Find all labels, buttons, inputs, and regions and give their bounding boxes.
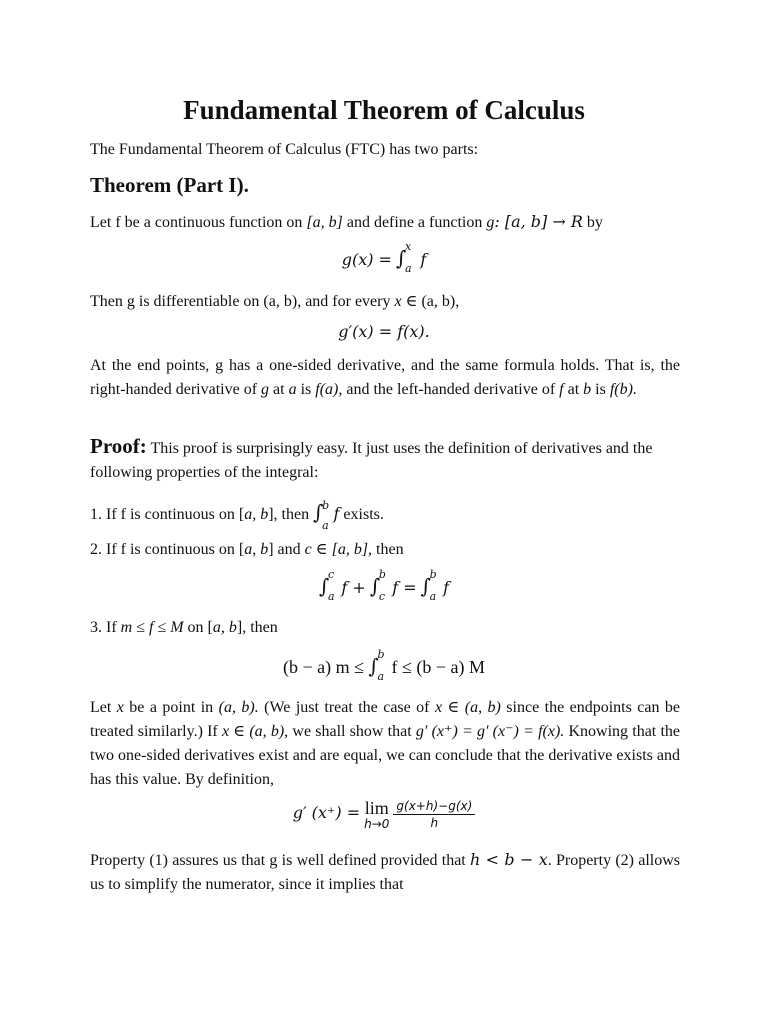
proof-paragraph: Proof: This proof is surprisingly easy. It just uses the definition of derivatives and the following properties of the integral:: [90, 434, 653, 481]
equation-derivative: g′(x) = f(x).: [338, 322, 430, 341]
theorem-statement: Let f be a continuous function on [a, b] and define a function g: [a, b] → R by: [90, 212, 603, 231]
intro-paragraph: The Fundamental Theorem of Calculus (FTC) has two parts:: [90, 141, 479, 158]
property-3: 3. If m ≤ f ≤ M on [a, b], then: [90, 619, 278, 636]
proof-label: Proof:: [90, 434, 147, 458]
equation-additivity: ∫ c a f + ∫ b c f = ∫ b a f: [318, 568, 450, 603]
property-1: 1. If f is continuous on [a, b], then ∫ b a f exists.: [90, 499, 384, 532]
property-2: 2. If f is continuous on [a, b] and c ∈ [a, b], then: [90, 541, 404, 558]
equation-bounds: (b − a) m ≤ ∫ b a f ≤ (b − a) M: [283, 648, 485, 683]
differentiability-line: Then g is differentiable on (a, b), and for every x ∈ (a, b),: [90, 293, 460, 310]
main-argument-paragraph: Let x be a point in (a, b). (We just treat the case of x ∈ (a, b) since the endpoints can be treated similarly.) If x ∈ (a, b), we shall show that g′ (x⁺) = g′ (x⁻) = f(x). Knowing that the two one-sided derivatives exist and are equal, we can conclude that the derivative exists and has this value. By definition,: [90, 699, 681, 788]
equation-g-definition: g(x) = ∫ x a f: [341, 240, 427, 275]
endpoints-paragraph: At the end points, g has a one-sided derivative, and the same formula holds. That is, the right-handed derivative of g at a is f(a), and the left-handed derivative of f at b is f(b).: [90, 357, 680, 398]
page-title: Fundamental Theorem of Calculus: [183, 95, 585, 125]
equation-limit-definition: g′ (x⁺) = lim h→0 $\frac{g(x+h)-g(x)}{h}$: [0, 798, 768, 842]
theorem-heading: Theorem (Part I).: [90, 173, 249, 197]
final-paragraph: Property (1) assures us that g is well defined provided that h < b − x. Property (2) allows us to simplify the numerator, since it implies that: [90, 850, 681, 893]
